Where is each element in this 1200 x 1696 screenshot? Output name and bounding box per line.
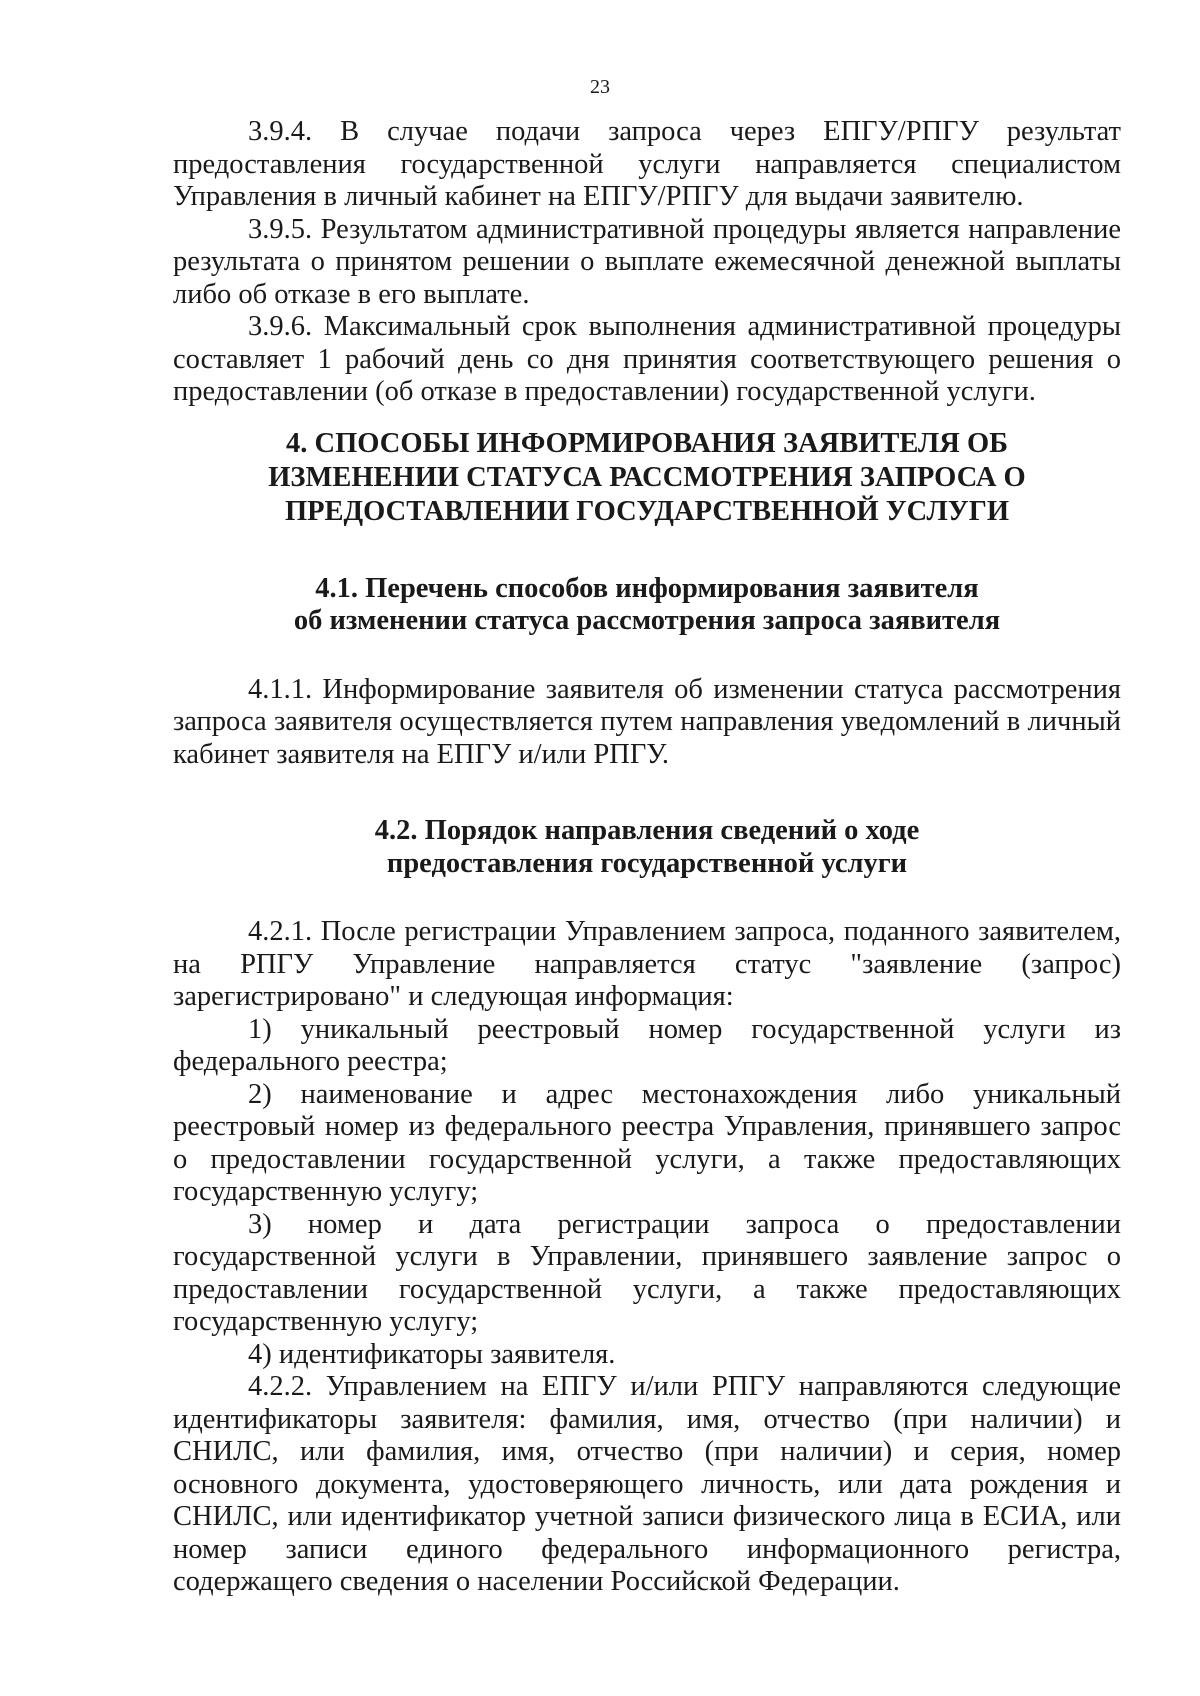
section-4-heading-line: ПРЕДОСТАВЛЕНИИ ГОСУДАРСТВЕННОЙ УСЛУГИ bbox=[284, 495, 1010, 527]
paragraph-4-2-1: 4.2.1. После регистрации Управлением запроса, поданного заявителем, на РПГУ Управление направляется статус "заявление (запрос) зарегистрировано" и следующая информация: bbox=[173, 916, 1121, 1012]
list-item-4: 4) идентификаторы заявителя. bbox=[248, 1338, 616, 1370]
paragraph-3-9-6: 3.9.6. Максимальный срок выполнения административной процедуры составляет 1 рабочий день со дня принятия соответствующего решения о предоставлении (об отказе в предоставлении) государственной услуги. bbox=[173, 311, 1121, 407]
list-item-3: 3) номер и дата регистрации запроса о предоставлении государственной услуги в Управлении, принявшего заявление запрос о предоставлении государственной услуги, а также предоставляющих государственную услугу; bbox=[173, 1208, 1121, 1337]
section-4-heading-line: 4. СПОСОБЫ ИНФОРМИРОВАНИЯ ЗАЯВИТЕЛЯ ОБ bbox=[286, 427, 1008, 459]
document-body bbox=[173, 116, 1121, 1599]
subsection-4-1-heading-line: 4.1. Перечень способов информирования заявителя bbox=[315, 572, 979, 604]
page-number: 23 bbox=[590, 76, 610, 98]
subsection-4-2-heading-line: 4.2. Порядок направления сведений о ходе bbox=[374, 815, 920, 846]
subsection-4-2-heading bbox=[173, 815, 1121, 880]
section-4-heading-line: ИЗМЕНЕНИИ СТАТУСА РАССМОТРЕНИЯ ЗАПРОСА О bbox=[268, 461, 1026, 493]
list-item-1: 1) уникальный реестровый номер государственной услуги из федерального реестра; bbox=[173, 1013, 1121, 1077]
list-item-2: 2) наименование и адрес местонахождения либо уникальный реестровый номер из федерального реестра Управления, принявшего запрос о предоставлении государственной услуги, а также предоставляющих государственную услугу; bbox=[173, 1078, 1121, 1207]
subsection-4-2-heading-line: предоставления государственной услуги bbox=[386, 847, 908, 879]
subsection-4-1-heading-line: об изменении статуса рассмотрения запроса заявителя bbox=[293, 605, 1001, 636]
subsection-4-1-heading bbox=[173, 573, 1121, 638]
paragraph-3-9-4: 3.9.4. В случае подачи запроса через ЕПГУ/РПГУ результат предоставления государственной услуги направляется специалистом Управления в личный кабинет на ЕПГУ/РПГУ для выдачи заявителю. bbox=[173, 116, 1121, 212]
paragraph-4-1-1: 4.1.1. Информирование заявителя об изменении статуса рассмотрения запроса заявителя осуществляется путем направления уведомлений в личный кабинет заявителя на ЕПГУ и/или РПГУ. bbox=[173, 673, 1121, 770]
paragraph-4-2-2: 4.2.2. Управлением на ЕПГУ и/или РПГУ направляются следующие идентификаторы заявителя: фамилия, имя, отчество (при наличии) и СНИЛС, или фамилия, имя, отчество (при наличии) и серия, номер основного документа, удостоверяющего личность, или дата рождения и СНИЛС, или идентификатор учетной записи физического лица в ЕСИА, или номер записи единого федерального информационного регистра, содержащего сведения о населении Российской Федерации. bbox=[173, 1371, 1121, 1597]
paragraph-3-9-5: 3.9.5. Результатом административной процедуры является направление результата о принятом решении о выплате ежемесячной денежной выплаты либо об отказе в его выплате. bbox=[173, 213, 1121, 310]
section-4-heading bbox=[173, 427, 1121, 529]
